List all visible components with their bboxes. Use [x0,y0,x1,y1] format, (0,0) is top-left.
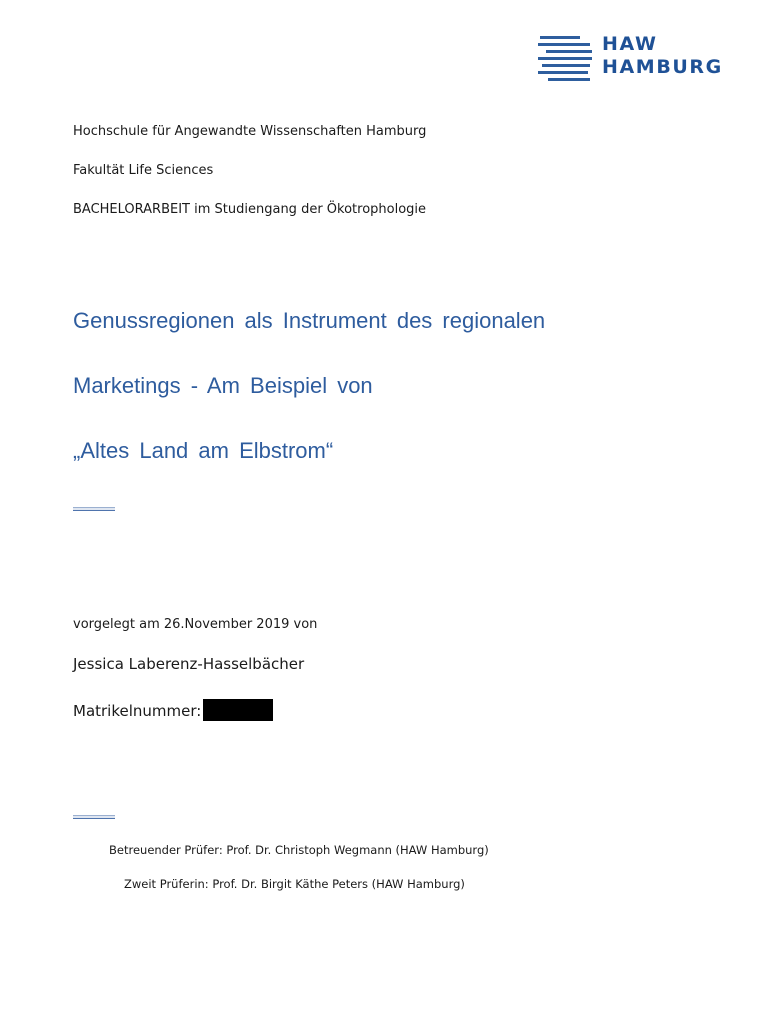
logo-line-1: HAW [602,33,658,55]
logo-stripes-icon [538,34,594,84]
author-name: Jessica Laberenz-Hasselbächer [73,655,305,673]
thesis-title-line-1: Genussregionen als Instrument des regionalen [73,308,546,333]
matriculation-number [73,699,273,721]
logo-line-2: HAMBURG [602,56,723,78]
redaction-box [203,699,273,721]
separator-rule [73,507,115,511]
degree-program: BACHELORARBEIT im Studiengang der Ökotrophologie [73,202,427,217]
separator-rule-2 [73,815,115,819]
thesis-title-line-3: „Altes Land am Elbstrom“ [73,438,334,463]
second-examiner: Zweit Prüferin: Prof. Dr. Birgit Käthe Peters (HAW Hamburg) [124,877,465,891]
haw-hamburg-logo [538,34,738,84]
thesis-title-line-2: Marketings - Am Beispiel von [73,373,373,398]
submission-date: vorgelegt am 26.November 2019 von [73,617,318,632]
logo-wordmark [602,33,723,79]
faculty-name: Fakultät Life Sciences [73,163,214,178]
university-name: Hochschule für Angewandte Wissenschaften Hamburg [73,124,427,139]
matriculation-label: Matrikelnummer: [73,702,202,720]
first-examiner: Betreuender Prüfer: Prof. Dr. Christoph Wegmann (HAW Hamburg) [109,843,489,857]
